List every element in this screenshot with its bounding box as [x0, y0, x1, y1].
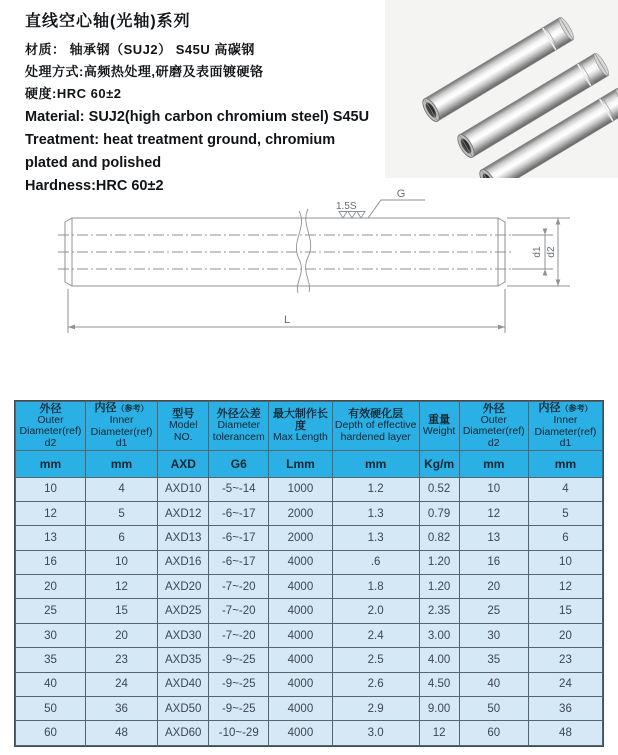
col-header-5: 有效硬化层 Depth of effective hardened layer [332, 402, 419, 451]
table-cell: 12 [528, 575, 602, 599]
table-cell: 4000 [269, 721, 332, 745]
table-cell: 4 [528, 477, 602, 501]
d2-label: d2 [546, 246, 557, 258]
table-cell: -7~-20 [209, 575, 269, 599]
material-line-en: Material: SUJ2(high carbon chromium steel) S45U [25, 109, 370, 125]
table-cell: 20 [85, 623, 157, 647]
table-cell: 5 [85, 501, 157, 525]
table-cell: 24 [85, 672, 157, 696]
table-cell: 23 [528, 648, 602, 672]
treatment-line-en: Treatment: heat treatment ground, chromium [25, 132, 336, 148]
table-row [16, 501, 603, 525]
table-cell: AXD16 [158, 550, 209, 574]
table-cell: 4000 [269, 648, 332, 672]
table-cell: 6 [85, 526, 157, 550]
table-cell: 2.0 [332, 599, 419, 623]
table-cell: 2.5 [332, 648, 419, 672]
table-cell: 20 [459, 575, 528, 599]
table-cell: 1.20 [419, 575, 459, 599]
table-cell: 24 [528, 672, 602, 696]
table-cell: -7~-20 [209, 599, 269, 623]
tube-illustration [385, 0, 618, 178]
table-cell: AXD35 [158, 648, 209, 672]
treatment-line-zh: 处理方式:高频热处理,研磨及表面镀硬铬 [25, 64, 264, 79]
table-cell: 1.8 [332, 575, 419, 599]
table-cell: 10 [459, 477, 528, 501]
table-cell: 30 [459, 623, 528, 647]
spec-table [15, 401, 603, 746]
table-cell: 50 [459, 697, 528, 721]
table-cell: -7~-20 [209, 623, 269, 647]
table-row [16, 697, 603, 721]
treatment-line-en-2: plated and polished [25, 155, 162, 171]
table-cell: -6~-17 [209, 550, 269, 574]
table-cell: AXD12 [158, 501, 209, 525]
table-cell: 2000 [269, 501, 332, 525]
table-cell: 25 [16, 599, 86, 623]
table-cell: 13 [459, 526, 528, 550]
table-cell: 1000 [269, 477, 332, 501]
table-cell: 4000 [269, 697, 332, 721]
table-cell: 35 [459, 648, 528, 672]
table-cell: 4.50 [419, 672, 459, 696]
table-cell: 35 [16, 648, 86, 672]
table-cell: 20 [528, 623, 602, 647]
table-cell: 0.79 [419, 501, 459, 525]
table-cell: 48 [85, 721, 157, 745]
table-cell: 2.4 [332, 623, 419, 647]
table-cell: -10~-29 [209, 721, 269, 745]
table-cell: 10 [85, 550, 157, 574]
table-cell: .6 [332, 550, 419, 574]
table-cell: 12 [419, 721, 459, 745]
table-cell: 4.00 [419, 648, 459, 672]
table-row [16, 526, 603, 550]
table-cell: 30 [16, 623, 86, 647]
table-row [16, 623, 603, 647]
table-cell: 25 [459, 599, 528, 623]
col-unit-3: G6 [209, 450, 269, 477]
table-row [16, 721, 603, 745]
table-cell: -9~-25 [209, 648, 269, 672]
col-header-4: 最大制作长度 Max Length [269, 402, 332, 451]
col-header-0: 外径 Outer Diameter(ref) d2 [16, 402, 86, 451]
table-row [16, 477, 603, 501]
table-row [16, 599, 603, 623]
table-cell: AXD20 [158, 575, 209, 599]
table-cell: 4000 [269, 623, 332, 647]
table-cell: 2.35 [419, 599, 459, 623]
col-unit-1: mm [85, 450, 157, 477]
table-cell: 12 [85, 575, 157, 599]
col-header-1: 内径（参考） Inner Diameter(ref) d1 [85, 402, 157, 451]
table-cell: 4000 [269, 672, 332, 696]
table-cell: 0.52 [419, 477, 459, 501]
table-cell: 50 [16, 697, 86, 721]
table-cell: 4000 [269, 575, 332, 599]
table-cell: 2.9 [332, 697, 419, 721]
page-title: 直线空心轴(光轴)系列 [25, 13, 191, 30]
table-cell: 4 [85, 477, 157, 501]
table-cell: AXD30 [158, 623, 209, 647]
table-cell: 4000 [269, 550, 332, 574]
table-cell: 48 [528, 721, 602, 745]
table-cell: 40 [459, 672, 528, 696]
table-cell: 4000 [269, 599, 332, 623]
col-header-8: 内径（参考） Inner Diameter(ref) d1 [528, 402, 602, 451]
hardness-line-en: Hardness:HRC 60±2 [25, 178, 164, 194]
table-body [16, 477, 603, 745]
table-cell: 36 [85, 697, 157, 721]
table-cell: AXD40 [158, 672, 209, 696]
intro-block [25, 8, 395, 197]
table-cell: -9~-25 [209, 697, 269, 721]
col-unit-0: mm [16, 450, 86, 477]
table-cell: -6~-17 [209, 501, 269, 525]
table-row [16, 648, 603, 672]
col-unit-8: mm [528, 450, 602, 477]
table-cell: AXD10 [158, 477, 209, 501]
table-cell: 1.2 [332, 477, 419, 501]
table-cell: 3.00 [419, 623, 459, 647]
col-unit-4: Lmm [269, 450, 332, 477]
table-cell: 16 [459, 550, 528, 574]
table-cell: 6 [528, 526, 602, 550]
table-cell: AXD25 [158, 599, 209, 623]
table-row [16, 672, 603, 696]
table-cell: 13 [16, 526, 86, 550]
d1-label: d1 [532, 246, 543, 258]
col-header-7: 外径 Outer Diameter(ref) d2 [459, 402, 528, 451]
col-header-6: 重量 Weight [419, 402, 459, 451]
table-cell: 2000 [269, 526, 332, 550]
technical-drawing [0, 185, 618, 350]
table-row [16, 575, 603, 599]
table-cell: AXD60 [158, 721, 209, 745]
table-cell: 15 [528, 599, 602, 623]
table-cell: 0.82 [419, 526, 459, 550]
table-cell: 60 [16, 721, 86, 745]
table-cell: 5 [528, 501, 602, 525]
table-cell: 12 [16, 501, 86, 525]
table-cell: -5~-14 [209, 477, 269, 501]
product-photo [385, 0, 618, 178]
table-cell: -9~-25 [209, 672, 269, 696]
table-cell: 20 [16, 575, 86, 599]
spec-table-wrap [14, 400, 604, 747]
col-unit-7: mm [459, 450, 528, 477]
table-cell: 9.00 [419, 697, 459, 721]
table-cell: -6~-17 [209, 526, 269, 550]
col-unit-6: Kg/m [419, 450, 459, 477]
table-cell: 1.20 [419, 550, 459, 574]
shaft-drawing [0, 185, 618, 350]
table-cell: 60 [459, 721, 528, 745]
table-cell: 2.6 [332, 672, 419, 696]
length-label: L [283, 314, 291, 326]
table-cell: 23 [85, 648, 157, 672]
grade-label: G [396, 188, 406, 200]
table-cell: 3.0 [332, 721, 419, 745]
table-cell: 15 [85, 599, 157, 623]
col-unit-2: AXD [158, 450, 209, 477]
table-cell: 1.3 [332, 501, 419, 525]
table-cell: 1.3 [332, 526, 419, 550]
col-unit-5: mm [332, 450, 419, 477]
table-cell: 40 [16, 672, 86, 696]
table-cell: 12 [459, 501, 528, 525]
table-header [16, 402, 603, 478]
col-header-3: 外径公差 Diameter tolerancem [209, 402, 269, 451]
table-cell: 36 [528, 697, 602, 721]
table-cell: AXD13 [158, 526, 209, 550]
material-line-zh: 材质： 轴承钢（SUJ2） S45U 高碳钢 [25, 42, 255, 57]
hardness-line-zh: 硬度:HRC 60±2 [25, 86, 122, 101]
table-row [16, 550, 603, 574]
table-cell: 16 [16, 550, 86, 574]
table-cell: 10 [16, 477, 86, 501]
table-cell: 10 [528, 550, 602, 574]
roughness-label: 1.5S [336, 201, 357, 212]
table-cell: AXD50 [158, 697, 209, 721]
col-header-2: 型号 Model NO. [158, 402, 209, 451]
